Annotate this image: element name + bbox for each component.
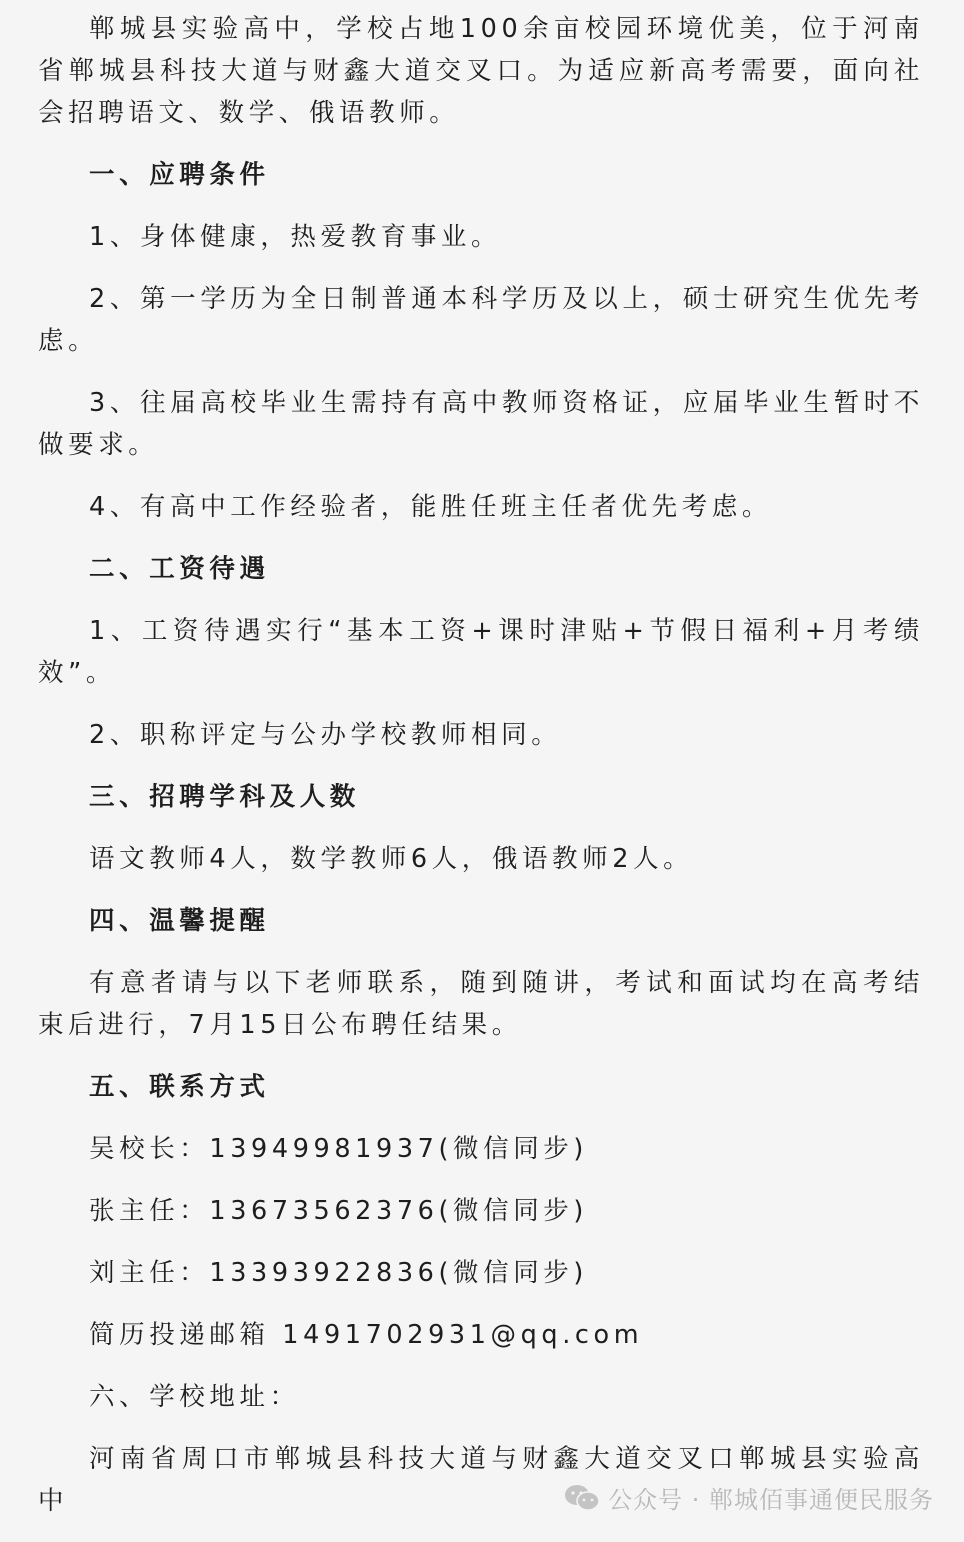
wechat-watermark [564,1480,934,1515]
contact-line: 吴校长：13949981937(微信同步) [89,1134,588,1164]
requirement-item: 3、往届高校毕业生需持有高中教师资格证，应届毕业生暂时不做要求。 [38,388,924,460]
reminder-paragraph: 有意者请与以下老师联系，随到随讲，考试和面试均在高考结束后进行，7月15日公布聘任结果。 [38,968,924,1040]
watermark-text: 公众号 · 郸城佰事通便民服务 [608,1486,934,1514]
requirement-item: 2、第一学历为全日制普通本科学历及以上，硕士研究生优先考虑。 [38,284,924,356]
subjects-paragraph: 语文教师4人，数学教师6人，俄语教师2人。 [89,844,694,874]
wechat-icon [564,1483,600,1513]
salary-item: 2、职称评定与公办学校教师相同。 [89,720,562,750]
section-heading-reminder: 四、温馨提醒 [89,906,270,936]
requirement-item: 4、有高中工作经验者，能胜任班主任者优先考虑。 [89,492,773,522]
intro-paragraph: 郸城县实验高中，学校占地100余亩校园环境优美，位于河南省郸城县科技大道与财鑫大道交叉口。为适应新高考需要，面向社会招聘语文、数学、俄语教师。 [38,14,924,128]
section-heading-address: 六、学校地址： [89,1382,300,1412]
contact-line: 刘主任：13393922836(微信同步) [89,1258,588,1288]
section-heading-requirements: 一、应聘条件 [89,160,270,190]
salary-item: 1、工资待遇实行“基本工资+课时津贴+节假日福利+月考绩效”。 [38,616,924,688]
requirement-item: 1、身体健康，热爱教育事业。 [89,222,502,252]
section-heading-contact: 五、联系方式 [89,1072,270,1102]
article-body [38,8,924,1542]
section-heading-salary: 二、工资待遇 [89,554,270,584]
address-paragraph: 河南省周口市郸城县科技大道与财鑫大道交叉口郸城县实验高中 [38,1444,924,1516]
resume-email-line: 简历投递邮箱 1491702931@qq.com [89,1320,644,1350]
contact-line: 张主任：13673562376(微信同步) [89,1196,588,1226]
section-heading-subjects: 三、招聘学科及人数 [89,782,360,812]
